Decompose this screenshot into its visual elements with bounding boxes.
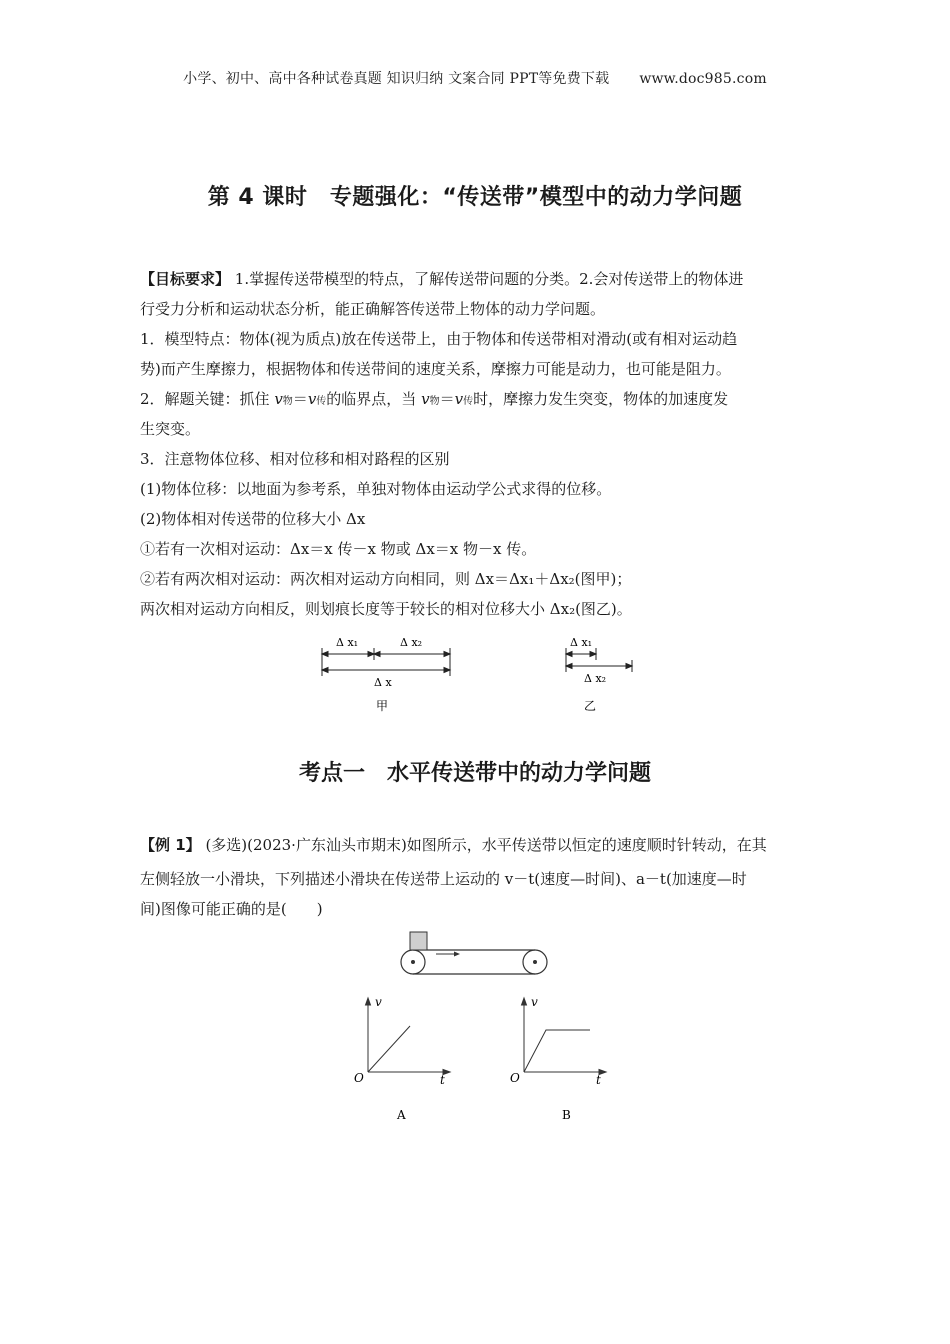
header-site: www.doc985.com (639, 71, 767, 87)
p2-text-c: 时，摩擦力发生突变，物体的加速度发 (473, 390, 729, 408)
point3: 3．注意物体位移、相对位移和相对路程的区别 (140, 450, 450, 468)
point3-1: (1)物体位移：以地面为参考系，单独对物体由运动学公式求得的位移。 (140, 480, 612, 498)
jia-caption: 甲 (376, 699, 389, 713)
point3-4: ②若有两次相对运动：两次相对运动方向相同，则 Δx＝Δx₁＋Δx₂(图甲)； (140, 570, 632, 588)
yi-dx1-label: Δ x₁ (570, 636, 593, 649)
graph-a-caption: A (397, 1108, 406, 1122)
jia-arrow (444, 652, 450, 657)
goal-paragraph (140, 264, 812, 294)
graph-b-curve (524, 1030, 590, 1072)
p2-eq: ＝ (292, 390, 308, 408)
yi-arrow (590, 652, 596, 657)
point2-line1 (140, 384, 812, 417)
p2-eq2: ＝ (439, 390, 455, 408)
example-line1 (140, 830, 812, 860)
yi-arrow (566, 652, 572, 657)
yi-arrow (566, 664, 572, 669)
header-text: 小学、初中、高中各种试卷真题 知识归纳 文案合同 PPT等免费下载 (183, 71, 610, 87)
yi-caption: 乙 (584, 699, 597, 713)
left-axle (411, 960, 415, 964)
p2-v1: v (274, 390, 283, 408)
section-title: 考点一 水平传送带中的动力学问题 (298, 761, 651, 786)
example-line1-text: (多选)(2023·广东汕头市期末)如图所示，水平传送带以恒定的速度顺时针转动，在其 (200, 836, 767, 854)
jia-dx1-label: Δ x₁ (336, 636, 359, 649)
p2-v2: v (307, 390, 317, 408)
yi-arrow (626, 664, 632, 669)
right-axle (533, 960, 537, 964)
p2-sub4: 传 (463, 396, 474, 407)
jia-arrow (374, 652, 380, 657)
jia-dx2-label: Δ x₂ (400, 636, 423, 649)
slider-block (410, 932, 427, 950)
jia-arrow (444, 668, 450, 673)
p2-sub2: 传 (316, 396, 327, 407)
p2-text-a: 2．解题关键：抓住 (140, 390, 275, 408)
belt-direction-arrowhead (454, 952, 460, 957)
yi-dx2-label: Δ x₂ (584, 672, 607, 685)
graph-a-origin: O (354, 1071, 364, 1085)
graph-b-v-arrow (522, 998, 527, 1005)
point1-line2: 势)而产生摩擦力，根据物体和传送带间的速度关系，摩擦力可能是动力，也可能是阻力。 (140, 360, 731, 378)
jia-dx-label: Δ x (374, 676, 392, 689)
p2-v4: v (454, 390, 464, 408)
page-title: 第 4 课时 专题强化：“传送带”模型中的动力学问题 (207, 185, 743, 210)
point3-2: (2)物体相对传送带的位移大小 Δx (140, 510, 366, 528)
goal-line1: 1.掌握传送带模型的特点，了解传送带问题的分类。2.会对传送带上的物体进 (230, 270, 744, 288)
example-line3: 间)图像可能正确的是( ) (140, 900, 323, 918)
goal-tag: 【目标要求】 (140, 270, 231, 288)
jia-arrow (322, 668, 328, 673)
graph-a (350, 994, 460, 1126)
example-line2: 左侧轻放一小滑块，下列描述小滑块在传送带上运动的 v－t(速度—时间)、a－t(加速度—时 (140, 870, 747, 888)
page-header (0, 68, 950, 88)
graph-b (506, 994, 616, 1126)
example-tag: 【例 1】 (140, 836, 201, 854)
figure-jia (316, 632, 456, 716)
goal-line2: 行受力分析和运动状态分析，能正确解答传送带上物体的动力学问题。 (140, 300, 606, 318)
p2-sub3: 物 (429, 396, 440, 407)
graph-a-v-label: v (375, 995, 382, 1009)
figure-yi (560, 632, 640, 716)
p2-text-b: 的临界点，当 (326, 390, 422, 408)
graph-b-caption: B (562, 1108, 571, 1122)
graph-a-t-label: t (440, 1073, 445, 1087)
graph-a-curve (368, 1026, 410, 1072)
point3-3: ①若有一次相对运动：Δx＝x 传－x 物或 Δx＝x 物－x 传。 (140, 540, 537, 558)
point3-5: 两次相对运动方向相反，则划痕长度等于较长的相对位移大小 Δx₂(图乙)。 (140, 600, 632, 618)
graph-a-v-arrow (366, 998, 371, 1005)
p2-v3: v (421, 390, 430, 408)
jia-arrow (322, 652, 328, 657)
graph-b-origin: O (510, 1071, 520, 1085)
graph-b-t-label: t (596, 1073, 601, 1087)
point2-line2: 生突变。 (140, 420, 201, 438)
conveyor-belt-figure (396, 926, 556, 982)
point1-line1: 1．模型特点：物体(视为质点)放在传送带上，由于物体和传送带相对滑动(或有相对运动趋 (140, 330, 738, 348)
graph-b-v-label: v (531, 995, 538, 1009)
p2-sub1: 物 (282, 396, 293, 407)
